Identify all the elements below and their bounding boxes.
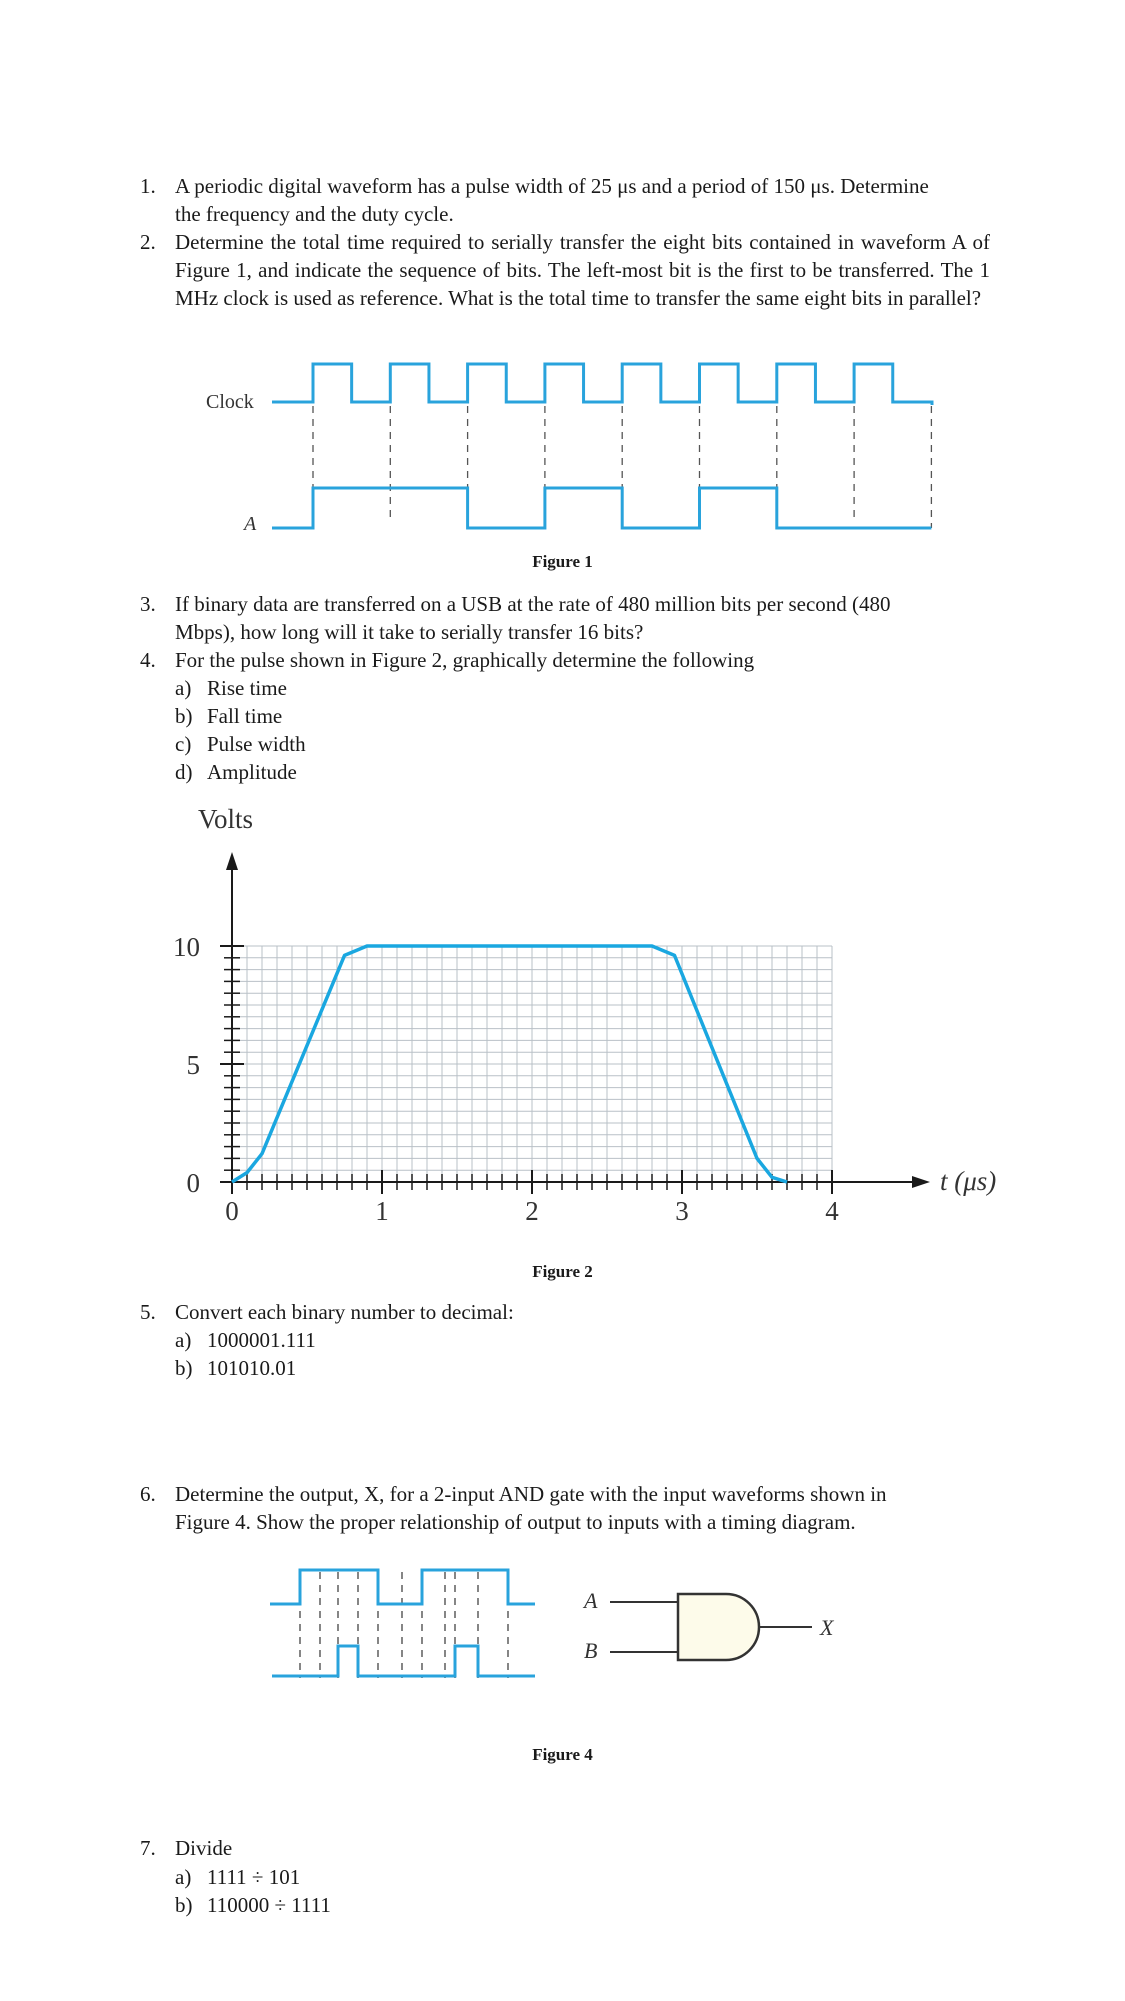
question-number: 5.: [140, 1300, 156, 1324]
x-tick-label-2: 2: [525, 1196, 539, 1226]
question-4-item-d: [175, 758, 297, 786]
question-6-line-1: Determine the output, X, for a 2-input AND gate with the input waveforms shown in: [175, 1482, 887, 1506]
x-axis-label: t (μs): [940, 1166, 997, 1196]
question-5-item-a: [175, 1326, 316, 1354]
question-4-text: For the pulse shown in Figure 2, graphically determine the following: [175, 648, 755, 672]
input-b-waveform: [272, 1646, 535, 1676]
y-axis-label: Volts: [198, 804, 254, 834]
clock-waveform: [272, 364, 932, 405]
x-axis-arrow-icon: [912, 1176, 930, 1188]
a-waveform-label: A: [244, 513, 257, 535]
item-label: b): [175, 1356, 193, 1380]
question-3-line-2: Mbps), how long will it take to serially transfer 16 bits?: [175, 620, 644, 644]
item-label: d): [175, 760, 193, 784]
question-4-item-c: [175, 730, 306, 758]
figure-2-caption: Figure 2: [532, 1262, 593, 1281]
chart-grid: [232, 946, 832, 1182]
question-number: 2.: [140, 230, 156, 254]
question-1-line-1: A periodic digital waveform has a pulse width of 25 μs and a period of 150 μs. Determine: [175, 174, 929, 198]
y-tick-label-5: 5: [186, 1050, 200, 1080]
question-number: 3.: [140, 592, 156, 616]
question-4: [140, 646, 990, 674]
and-gate-icon: [678, 1594, 759, 1660]
clock-label: Clock: [206, 391, 254, 413]
figure-1-caption: Figure 1: [532, 552, 593, 571]
gate-input-b-label: B: [584, 1638, 598, 1663]
x-tick-label-0: 0: [225, 1196, 239, 1226]
question-7-item-b: [175, 1891, 331, 1919]
figure-4-caption: Figure 4: [532, 1745, 593, 1764]
question-number: 4.: [140, 648, 156, 672]
x-tick-label-1: 1: [375, 1196, 389, 1226]
question-2-text: Determine the total time required to serially transfer the eight bits contained in waveform A of Figure 1, and indicate the sequence of bits. The left-most bit is the first to be transferred. The 1 MHz clock is used as reference. What is the total time to transfer the same eight bits in parallel?: [175, 230, 990, 310]
x-tick-label-3: 3: [675, 1196, 689, 1226]
item-text: Amplitude: [207, 760, 297, 784]
y-axis-arrow-icon: [226, 852, 238, 870]
item-label: a): [175, 676, 192, 700]
question-number: 7.: [140, 1836, 156, 1860]
question-5: [140, 1298, 990, 1326]
question-3: [140, 590, 990, 646]
item-text: 1111 ÷ 101: [207, 1865, 301, 1889]
question-6-line-2: Figure 4. Show the proper relationship of output to inputs with a timing diagram.: [175, 1510, 856, 1534]
question-7-text: Divide: [175, 1836, 233, 1860]
question-5-text: Convert each binary number to decimal:: [175, 1300, 514, 1324]
question-1-line-2: the frequency and the duty cycle.: [175, 202, 454, 226]
question-6: [140, 1480, 990, 1536]
y-tick-label-10: 10: [173, 932, 200, 962]
item-text: 1000001.111: [207, 1328, 316, 1352]
question-number: 1.: [140, 174, 156, 198]
question-4-item-a: [175, 674, 287, 702]
item-label: b): [175, 1893, 193, 1917]
y-tick-label-0: 0: [186, 1168, 200, 1198]
item-label: c): [175, 732, 192, 756]
gate-output-x-label: X: [820, 1615, 834, 1640]
item-label: a): [175, 1865, 192, 1889]
x-tick-label-4: 4: [825, 1196, 839, 1226]
figure-2-pulse-chart: [0, 790, 1125, 1260]
item-text: 101010.01: [207, 1356, 297, 1380]
axis-minor-ticks: [220, 946, 832, 1194]
a-waveform: [272, 488, 931, 528]
question-1: [140, 172, 990, 228]
question-2: [140, 228, 990, 312]
item-text: Fall time: [207, 704, 283, 728]
figure-1-waveforms: [0, 350, 1125, 550]
figure-4-and-gate-diagram: [0, 1560, 1125, 1720]
question-7: [140, 1834, 990, 1862]
question-4-item-b: [175, 702, 282, 730]
item-text: Rise time: [207, 676, 287, 700]
item-label: a): [175, 1328, 192, 1352]
question-number: 6.: [140, 1482, 156, 1506]
question-7-item-a: [175, 1863, 300, 1891]
item-text: Pulse width: [207, 732, 306, 756]
item-label: b): [175, 704, 193, 728]
question-5-item-b: [175, 1354, 296, 1382]
question-3-line-1: If binary data are transferred on a USB at the rate of 480 million bits per second (480: [175, 592, 891, 616]
item-text: 110000 ÷ 1111: [207, 1893, 331, 1917]
gate-input-a-label: A: [584, 1588, 598, 1613]
